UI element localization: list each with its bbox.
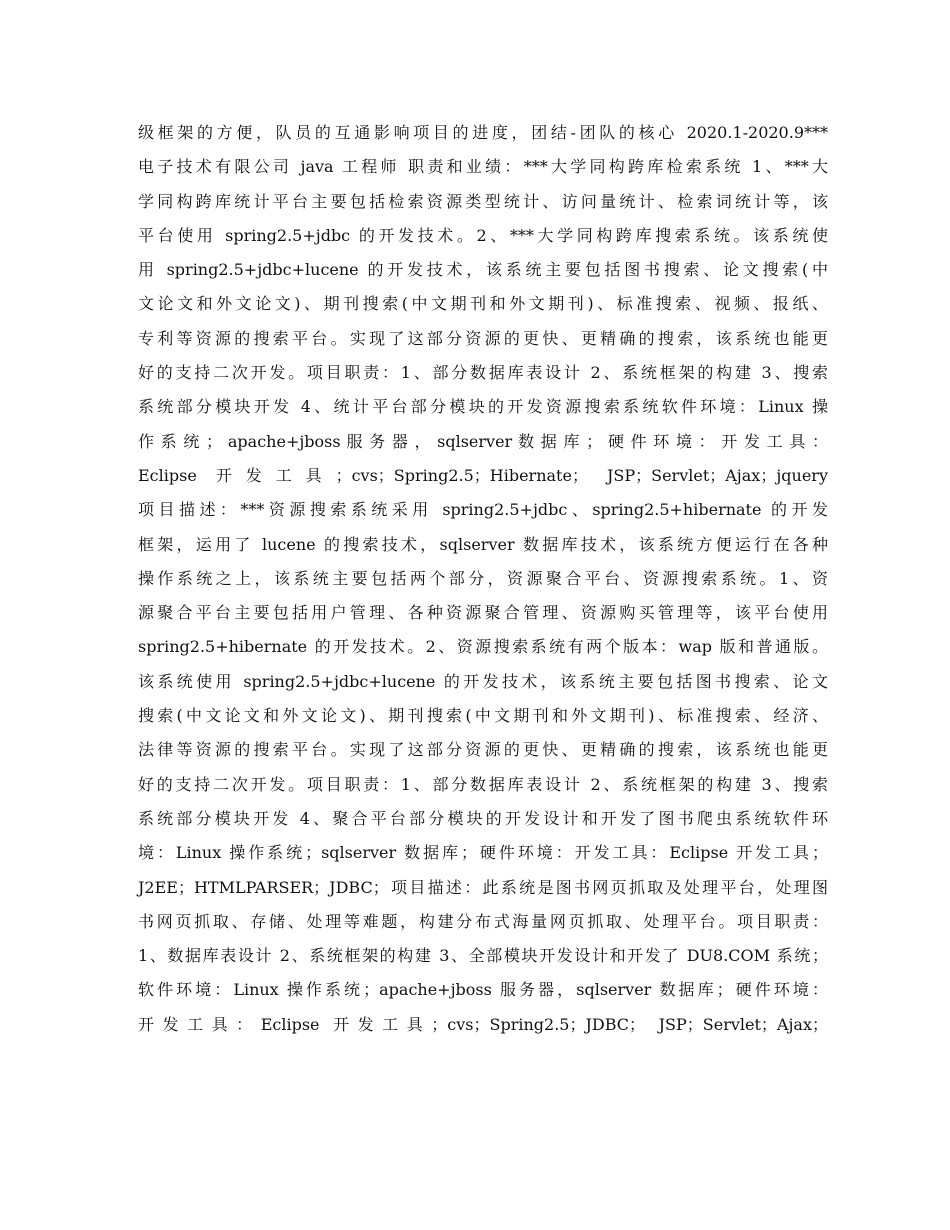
text-line: 好的支持二次开发。项目职责：1、部分数据库表设计 2、系统框架的构建 3、搜索	[138, 363, 828, 383]
text-line: 文论文和外文论文)、期刊搜索(中文期刊和外文期刊)、标准搜索、视频、报纸、	[138, 294, 828, 314]
text-line: 开发工具：Eclipse 开发工具；cvs；Spring2.5；JDBC； JSP；Servlet；Ajax；	[138, 1014, 828, 1034]
text-line: Eclipse 开发工具；cvs；Spring2.5；Hibernate； JSP；Servlet；Ajax；jquery	[138, 465, 828, 485]
text-line: 用 spring2.5+jdbc+lucene 的开发技术，该系统主要包括图书搜索、论文搜索(中	[138, 260, 828, 280]
text-line: 该系统使用 spring2.5+jdbc+lucene 的开发技术，该系统主要包括图书搜索、论文	[138, 671, 828, 691]
text-line: 级框架的方便，队员的互通影响项目的进度，团结-团队的核心 2020.1-2020.9***	[138, 123, 828, 142]
text-line: 作 系 统 ； apache+jboss 服 务 器 ， sqlserver 数 据 库 ； 硬 件 环 境 ： 开 发 工 具 ：	[138, 431, 828, 451]
text-line: 平台使用 spring2.5+jdbc 的开发技术。2、***大学同构跨库搜索系统。该系统使	[138, 225, 828, 245]
text-line: 搜索(中文论文和外文论文)、期刊搜索(中文期刊和外文期刊)、标准搜索、经济、	[138, 706, 828, 726]
text-line: J2EE；HTMLPARSER；JDBC；项目描述：此系统是图书网页抓取及处理平台，处理图	[138, 877, 828, 897]
text-line: 系统部分模块开发 4、统计平台部分模块的开发资源搜索系统软件环境：Linux 操	[138, 397, 828, 417]
text-line: 1、数据库表设计 2、系统框架的构建 3、全部模块开发设计和开发了 DU8.COM 系统；	[138, 946, 828, 966]
text-line: 操作系统之上，该系统主要包括两个部分，资源聚合平台、资源搜索系统。1、资	[138, 568, 828, 588]
text-line: 书网页抓取、存储、处理等难题，构建分布式海量网页抓取、处理平台。项目职责：	[138, 911, 828, 931]
text-line: spring2.5+hibernate 的开发技术。2、资源搜索系统有两个版本：wap 版和普通版。	[138, 637, 828, 657]
text-line: 项目描述：***资源搜索系统采用 spring2.5+jdbc、spring2.5+hibernate 的开发	[138, 500, 828, 520]
text-line: 框架，运用了 lucene 的搜索技术，sqlserver 数据库技术，该系统方便运行在各种	[138, 534, 828, 554]
text-line: 境：Linux 操作系统；sqlserver 数据库；硬件环境：开发工具：Eclipse 开发工具；	[138, 843, 828, 863]
text-line: 学同构跨库统计平台主要包括检索资源类型统计、访问量统计、检索词统计等，该	[138, 191, 828, 211]
text-line: 源聚合平台主要包括用户管理、各种资源聚合管理、资源购买管理等，该平台使用	[138, 603, 828, 623]
text-line: 系统部分模块开发 4、聚合平台部分模块的开发设计和开发了图书爬虫系统软件环	[138, 808, 828, 828]
text-line: 软件环境：Linux 操作系统；apache+jboss 服务器，sqlserver 数据库；硬件环境：	[138, 980, 828, 1000]
text-line: 电子技术有限公司 java 工程师 职责和业绩：***大学同构跨库检索系统 1、***大	[138, 157, 828, 177]
text-line: 专利等资源的搜索平台。实现了这部分资源的更快、更精确的搜索，该系统也能更	[138, 328, 828, 348]
text-line: 法律等资源的搜索平台。实现了这部分资源的更快、更精确的搜索，该系统也能更	[138, 740, 828, 760]
text-line: 好的支持二次开发。项目职责：1、部分数据库表设计 2、系统框架的构建 3、搜索	[138, 774, 828, 794]
body-text	[138, 116, 828, 1042]
